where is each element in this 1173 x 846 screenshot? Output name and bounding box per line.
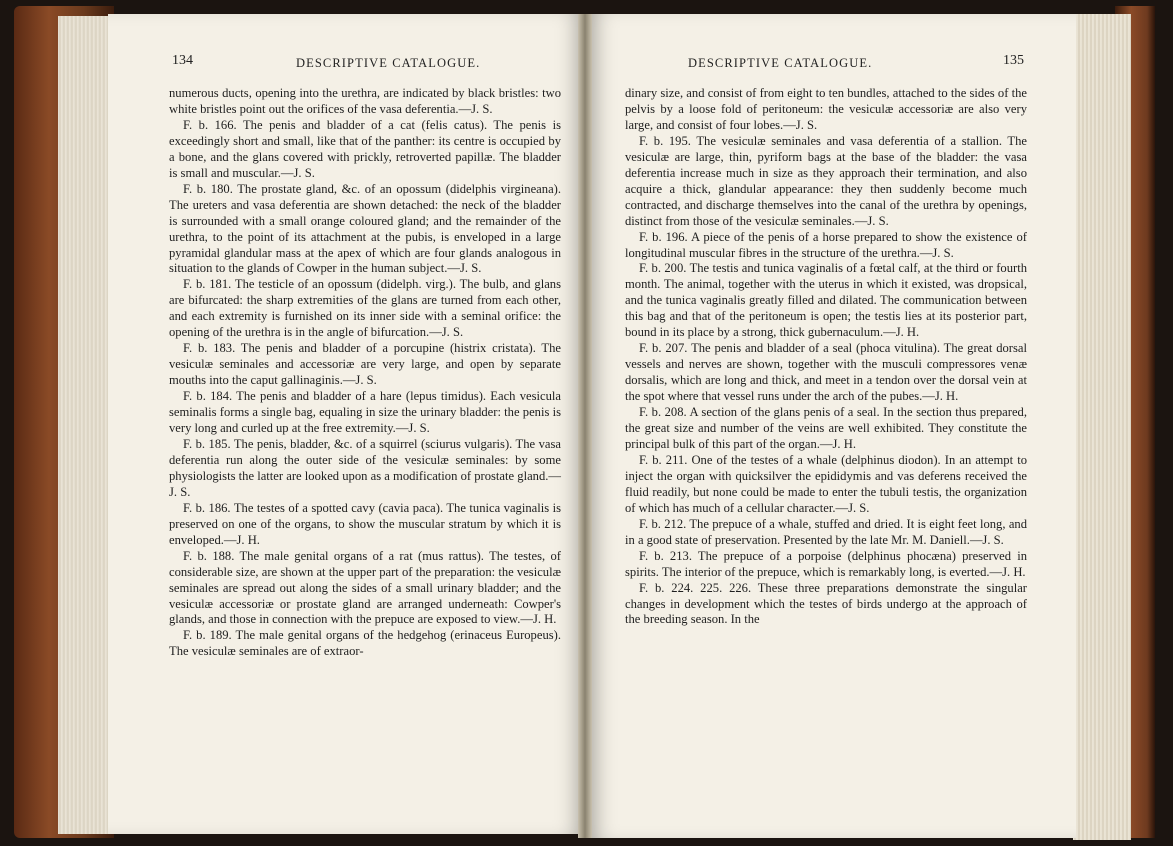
left-page-number: 134 — [172, 53, 193, 68]
page-edges-left — [58, 16, 110, 834]
book-gutter — [578, 14, 592, 838]
right-page-number: 135 — [1003, 53, 1024, 68]
paragraph: F. b. 189. The male genital organs of the hedgehog (erinaceus Europeus). The vesiculæ seminales are of extraor- — [169, 628, 561, 659]
right-running-head: DESCRIPTIVE CATALOGUE. — [688, 56, 873, 70]
paragraph: F. b. 196. A piece of the penis of a horse prepared to show the existence of longitudinal muscular fibres in the structure of the urethra.—J. S. — [625, 229, 1027, 260]
left-running-head: DESCRIPTIVE CATALOGUE. — [296, 56, 481, 70]
paragraph: F. b. 207. The penis and bladder of a seal (phoca vitulina). The great dorsal vessels and nerves are shown, together with the musculi compressores venæ dorsalis, which are long and thick, and meet in a tendon over the dorsal vein at the spot where that vessel runs under the arch of the pubes.—J. H. — [625, 341, 1027, 404]
paragraph: F. b. 212. The prepuce of a whale, stuffed and dried. It is eight feet long, and in a good state of preservation. Presented by the late Mr. M. Daniell.—J. S. — [625, 516, 1027, 547]
paragraph: F. b. 211. One of the testes of a whale (delphinus diodon). In an attempt to inject the organ with quicksilver the epididymis and vas deferens received the fluid readily, but none could be made to enter the tubuli testis, the organization of which has much of a cellular character.—J. S. — [625, 452, 1027, 515]
page-edges-right — [1073, 14, 1131, 840]
paragraph: numerous ducts, opening into the urethra, are indicated by black bristles: two white bristles point out the orifices of the vasa deferentia.—J. S. — [169, 86, 561, 116]
paragraph: F. b. 166. The penis and bladder of a cat (felis catus). The penis is exceedingly short and small, like that of the panther: its centre is occupied by a bone, and the glans covered with prickly, retroverted papillæ. The bladder is small and muscular.—J. S. — [169, 117, 561, 180]
paragraph: F. b. 186. The testes of a spotted cavy (cavia paca). The tunica vaginalis is preserved on one of the organs, to show the muscular stratum by which it is enveloped.—J. H. — [169, 500, 561, 547]
left-body-text — [169, 86, 561, 660]
paragraph: F. b. 184. The penis and bladder of a hare (lepus timidus). Each vesicula seminalis forms a single bag, equaling in size the urinary bladder: the penis is very long and curled up at the free extremity.—J. S. — [169, 389, 561, 436]
paragraph: F. b. 195. The vesiculæ seminales and vasa deferentia of a stallion. The vesiculæ are large, thin, pyriform bags at the base of the bladder: the vasa deferentia increase much in size as they approach their termination, and also acquire a thick, glandular appearance: they then suddenly become much contracted, and discharge themselves into the canal of the urethra by openings, distinct from those of the vesiculæ seminales.—J. S. — [625, 133, 1027, 228]
paragraph: F. b. 208. A section of the glans penis of a seal. In the section thus prepared, the great size and number of the veins are well exhibited. They constitute the principal bulk of this part of the organ.—J. H. — [625, 405, 1027, 451]
paragraph: F. b. 183. The penis and bladder of a porcupine (histrix cristata). The vesiculæ seminales and accessoriæ are very large, and open by separate mouths into the caput gallinaginis.—J. S. — [169, 341, 561, 388]
paragraph: F. b. 180. The prostate gland, &c. of an opossum (didelphis virgineana). The ureters and vasa deferentia are shown detached: the neck of the bladder is surrounded with a small orange coloured gland; and the remainder of the urethra, to the point of its attachment at the pubis, is enveloped in a large pyramidal glandular mass at the apex of which are four glands analogous in situation to the glands of Cowper in the human subject.—J. S. — [169, 181, 561, 276]
right-body-text — [625, 86, 1027, 628]
paragraph: F. b. 200. The testis and tunica vaginalis of a fœtal calf, at the third or fourth month. The animal, together with the uterus in which it existed, was dropsical, and the tunica vaginalis greatly filled and dilated. The communication between this bag and that of the peritoneum is open; the testis lies at its posterior part, bound in its place by a strong, thick gubernaculum.—J. H. — [625, 261, 1027, 340]
paragraph: F. b. 181. The testicle of an opossum (didelph. virg.). The bulb, and glans are bifurcated: the sharp extremities of the glans are turned from each other, and each extremity is furnished on its inner side with a seminal orifice: the opening of the urethra is in the angle of bifurcation.—J. S. — [169, 277, 561, 340]
paragraph: dinary size, and consist of from eight to ten bundles, attached to the sides of the pelvis by a loose fold of peritoneum: the vesiculæ accessoriæ are also very large, and consist of four lobes.—J. S. — [625, 86, 1027, 132]
paragraph: F. b. 188. The male genital organs of a rat (mus rattus). The testes, of considerable size, are shown at the upper part of the preparation: the vesiculæ seminales are spread out along the sides of a small urinary bladder; and the vesiculæ accessoriæ or prostate gland are arranged underneath: Cowper's glands, and those in connection with the prepuce are exposed to view.—J. H. — [169, 548, 561, 627]
paragraph: F. b. 213. The prepuce of a porpoise (delphinus phocæna) preserved in spirits. The interior of the prepuce, which is remarkably long, is everted.—J. H. — [625, 548, 1027, 579]
paragraph: F. b. 224. 225. 226. These three preparations demonstrate the singular changes in development which the testes of birds undergo at the approach of the breeding season. In the — [625, 580, 1027, 627]
paragraph: F. b. 185. The penis, bladder, &c. of a squirrel (sciurus vulgaris). The vasa deferentia run along the outer side of the vesiculæ seminales: by some physiologists the latter are looked upon as a modification of prostate gland.—J. S. — [169, 436, 561, 499]
